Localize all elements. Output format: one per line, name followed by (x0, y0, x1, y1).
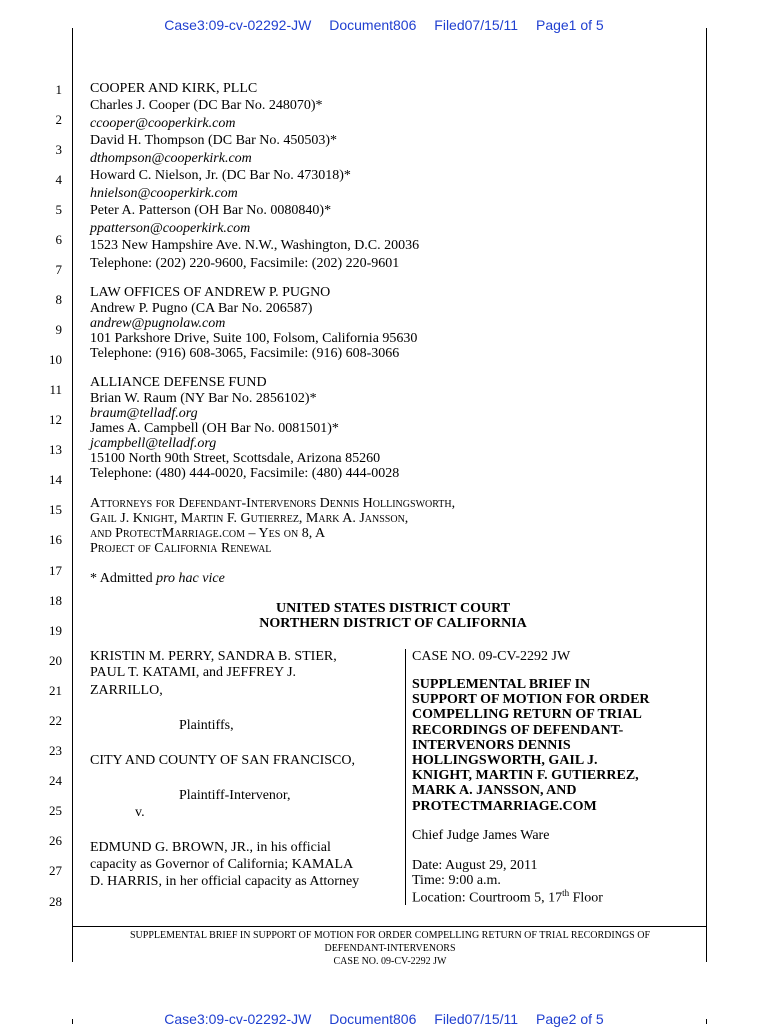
line-number: 22 (49, 713, 62, 728)
ecf-case-number: Case3:09-cv-02292-JW (164, 17, 312, 33)
next-page-left-rule (72, 1019, 73, 1024)
location-floor: Floor (569, 890, 603, 906)
attorneys-for-line: Project of California Renewal (90, 541, 272, 556)
title-line: MARK A. JANSSON, AND (412, 783, 577, 799)
firm-telephone: Telephone: (480) 444-0020, Facsimile: (480) 444-0028 (90, 466, 400, 481)
attorney-name: Charles J. Cooper (DC Bar No. 248070)* (90, 98, 323, 113)
versus: v. (135, 805, 145, 820)
intervenor-label: Plaintiff-Intervenor, (179, 788, 291, 803)
pro-hac-vice-italic: pro hac vice (156, 571, 225, 586)
line-number: 24 (49, 773, 62, 788)
line-number: 11 (49, 382, 62, 397)
attorneys-for-line: Attorneys for Defendant-Intervenors Dennis Hollingsworth, (90, 496, 456, 511)
line-number: 2 (55, 112, 62, 127)
line-number: 5 (55, 202, 62, 217)
ecf-case-number: Case3:09-cv-02292-JW (164, 1011, 312, 1027)
document-title (412, 677, 650, 814)
plaintiff-line: KRISTIN M. PERRY, SANDRA B. STIER, (90, 649, 337, 664)
title-line: INTERVENORS DENNIS (412, 737, 571, 753)
location-superscript: th (562, 888, 570, 898)
line-number: 13 (49, 442, 62, 457)
ecf-document-number: Document806 (329, 1011, 417, 1027)
attorney-name: David H. Thompson (DC Bar No. 450503)* (90, 133, 338, 148)
intervenor-party: CITY AND COUNTY OF SAN FRANCISCO, (90, 753, 355, 768)
title-line: SUPPORT OF MOTION FOR ORDER (412, 692, 650, 708)
title-line: COMPELLING RETURN OF TRIAL (412, 707, 642, 723)
attorneys-for-line: Gail J. Knight, Martin F. Gutierrez, Mark A. Jansson, (90, 511, 409, 526)
line-number: 7 (55, 262, 62, 277)
footer-line: DEFENDANT-INTERVENORS (324, 943, 456, 954)
hearing-time: Time: 9:00 a.m. (412, 873, 501, 888)
case-number: CASE NO. 09-CV-2292 JW (412, 649, 571, 664)
attorney-name: Brian W. Raum (NY Bar No. 2856102)* (90, 391, 317, 406)
ecf-document-number: Document806 (329, 17, 417, 33)
pro-hac-vice-prefix: * Admitted (90, 571, 157, 586)
firm-telephone: Telephone: (916) 608-3065, Facsimile: (916) 608-3066 (90, 346, 400, 361)
title-line: RECORDINGS OF DEFENDANT- (412, 722, 624, 738)
attorney-email: dthompson@cooperkirk.com (90, 151, 252, 166)
firm-name: COOPER AND KIRK, PLLC (90, 81, 258, 96)
hearing-date: Date: August 29, 2011 (412, 858, 538, 873)
line-number: 1 (55, 82, 62, 97)
footer (72, 929, 708, 968)
attorney-name: James A. Campbell (OH Bar No. 0081501)* (90, 421, 339, 436)
line-number: 8 (55, 292, 62, 307)
line-number: 4 (55, 172, 62, 187)
line-number: 23 (49, 743, 62, 758)
title-line: PROTECTMARRIAGE.COM (412, 798, 597, 814)
firm-address: 1523 New Hampshire Ave. N.W., Washington, D.C. 20036 (90, 238, 420, 253)
ecf-filed-date: Filed07/15/11 (434, 1011, 519, 1027)
attorney-email: hnielson@cooperkirk.com (90, 186, 238, 201)
plaintiffs-label: Plaintiffs, (179, 718, 234, 733)
location-text: Location: Courtroom 5, 17 (412, 890, 563, 906)
line-number: 15 (49, 502, 62, 517)
attorney-email: jcampbell@telladf.org (90, 436, 217, 451)
attorney-email: ccooper@cooperkirk.com (90, 116, 236, 131)
line-number: 19 (49, 623, 62, 638)
line-number: 26 (49, 833, 62, 848)
defendant-line: EDMUND G. BROWN, JR., in his official (90, 840, 331, 855)
footer-rule (72, 926, 706, 927)
attorney-email: andrew@pugnolaw.com (90, 316, 226, 331)
line-number: 17 (49, 563, 62, 578)
line-number: 27 (49, 863, 62, 878)
line-number: 21 (49, 683, 62, 698)
line-number: 6 (55, 232, 62, 247)
line-number: 18 (49, 593, 62, 608)
attorney-email: ppatterson@cooperkirk.com (90, 221, 251, 236)
attorneys-for-line: and ProtectMarriage.com – Yes on 8, A (90, 526, 326, 541)
line-number: 14 (49, 472, 62, 487)
court-district: NORTHERN DISTRICT OF CALIFORNIA (259, 616, 527, 631)
line-number: 9 (55, 322, 62, 337)
ecf-page-number: Page1 of 5 (535, 17, 604, 33)
defendant-line: capacity as Governor of California; KAMALA (90, 857, 354, 872)
firm-name: ALLIANCE DEFENSE FUND (90, 375, 267, 390)
plaintiff-line: ZARRILLO, (90, 683, 163, 698)
hearing-location (412, 888, 603, 907)
line-number: 20 (49, 653, 62, 668)
firm-telephone: Telephone: (202) 220-9600, Facsimile: (202) 220-9601 (90, 256, 400, 271)
caption-divider (405, 649, 406, 905)
firm-name: LAW OFFICES OF ANDREW P. PUGNO (90, 285, 331, 300)
ecf-filed-date: Filed07/15/11 (434, 17, 519, 33)
judge-name: Chief Judge James Ware (412, 828, 550, 843)
plaintiff-line: PAUL T. KATAMI, and JEFFREY J. (90, 665, 297, 680)
title-line: HOLLINGSWORTH, GAIL J. (412, 753, 598, 769)
line-number: 12 (49, 412, 62, 427)
firm-address: 15100 North 90th Street, Scottsdale, Arizona 85260 (90, 451, 381, 466)
pro-hac-vice-note (90, 571, 225, 587)
title-line: SUPPLEMENTAL BRIEF IN (412, 677, 591, 692)
attorney-name: Andrew P. Pugno (CA Bar No. 206587) (90, 301, 313, 316)
defendant-line: D. HARRIS, in her official capacity as Attorney (90, 874, 360, 889)
next-page-header (0, 1011, 768, 1027)
ecf-header (0, 17, 768, 33)
title-line: KNIGHT, MARTIN F. GUTIERREZ, (412, 768, 639, 784)
line-number: 10 (49, 352, 62, 367)
left-margin-rule (72, 28, 73, 962)
footer-line: CASE NO. 09-CV-2292 JW (333, 956, 447, 967)
line-number: 16 (49, 532, 62, 547)
firm-address: 101 Parkshore Drive, Suite 100, Folsom, California 95630 (90, 331, 418, 346)
next-page-right-rule (706, 1019, 707, 1024)
attorney-name: Howard C. Nielson, Jr. (DC Bar No. 473018)* (90, 168, 351, 183)
line-number: 25 (49, 803, 62, 818)
line-number: 3 (55, 142, 62, 157)
right-margin-rule (706, 28, 707, 962)
court-name: UNITED STATES DISTRICT COURT (275, 601, 511, 616)
footer-line: SUPPLEMENTAL BRIEF IN SUPPORT OF MOTION FOR ORDER COMPELLING RETURN OF TRIAL RECORDINGS OF (129, 930, 651, 941)
ecf-page-number: Page2 of 5 (535, 1011, 604, 1027)
attorney-name: Peter A. Patterson (OH Bar No. 0080840)* (90, 203, 332, 218)
attorney-email: braum@telladf.org (90, 406, 198, 421)
line-number: 28 (49, 894, 62, 909)
